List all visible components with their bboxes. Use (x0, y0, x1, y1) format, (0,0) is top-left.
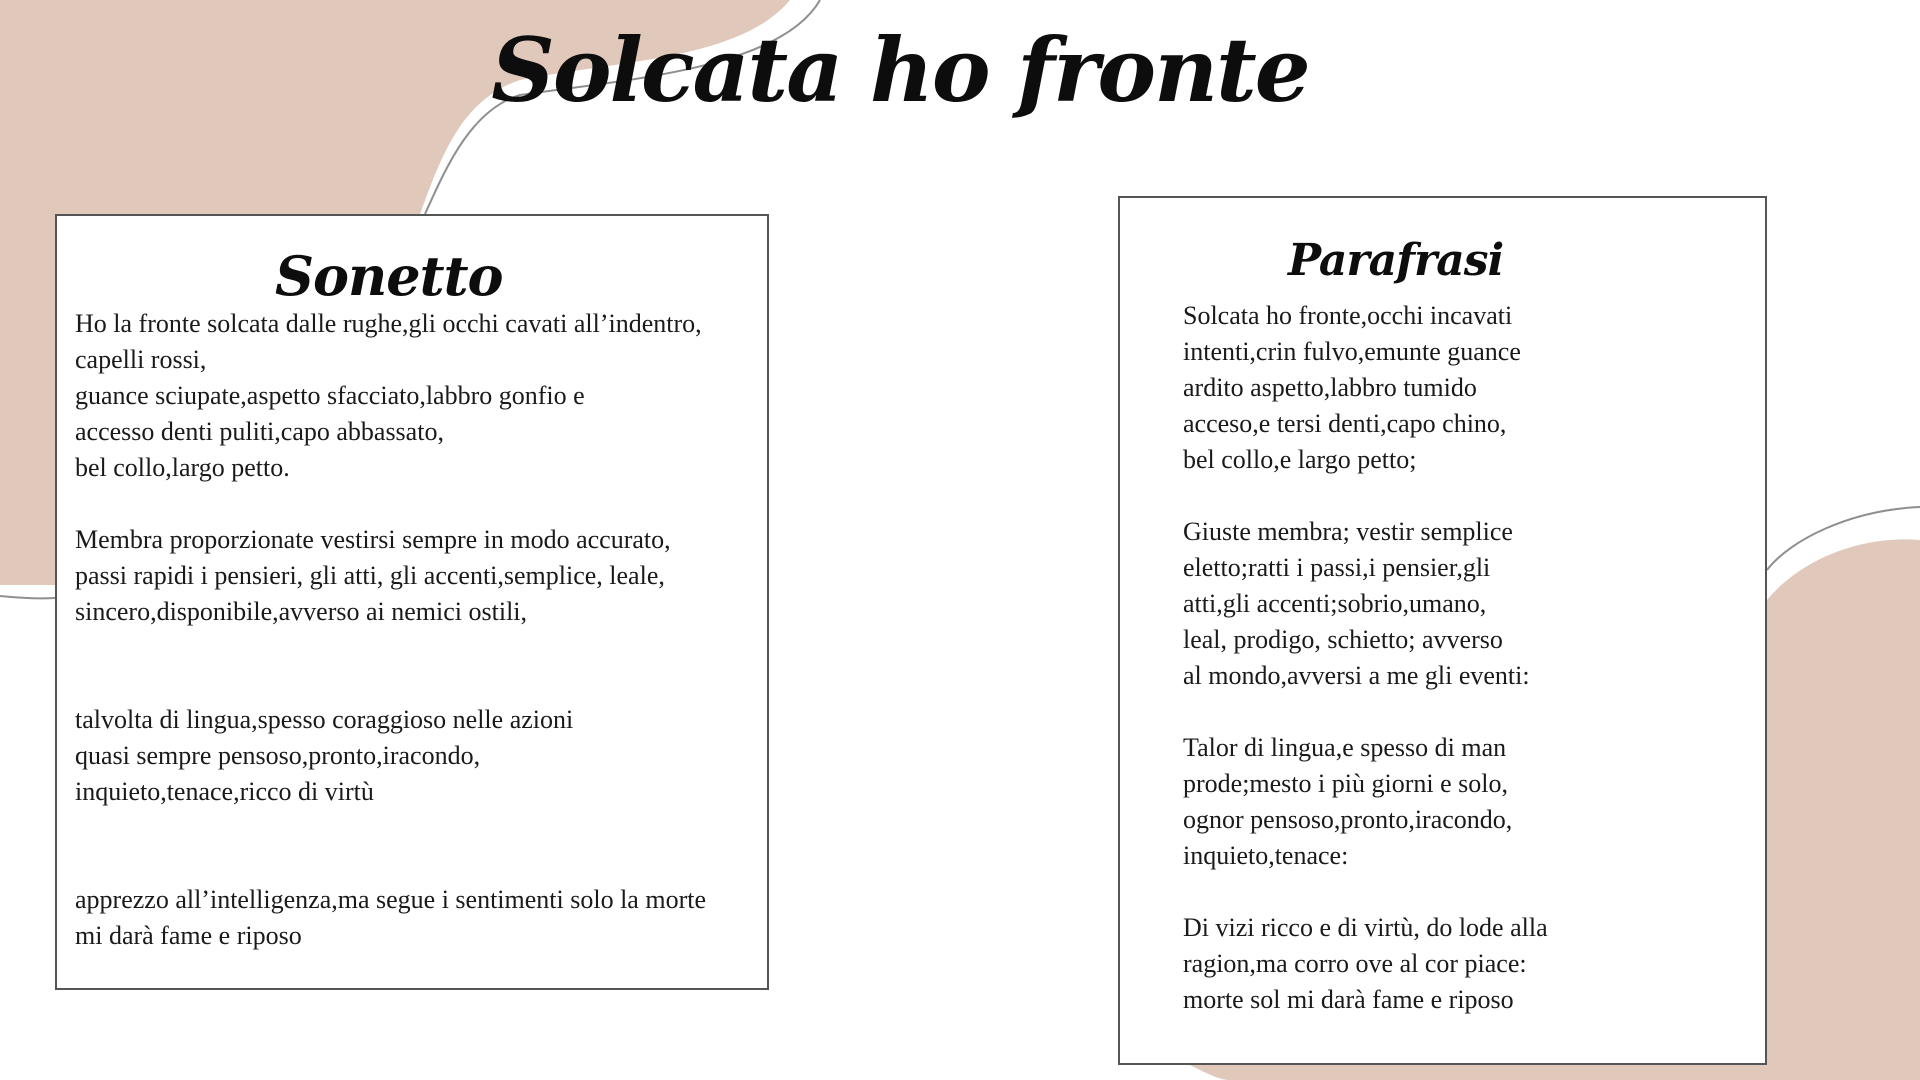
parafrasi-line: Talor di lingua,e spesso di man (1183, 733, 1507, 762)
parafrasi-heading: Parafrasi (1288, 235, 1504, 286)
sonetto-line: Ho la fronte solcata dalle rughe,gli occhi cavati all’indentro, (75, 309, 702, 338)
parafrasi-line: intenti,crin fulvo,emunte guance (1183, 337, 1521, 366)
parafrasi-line: ardito aspetto,labbro tumido (1183, 373, 1477, 402)
parafrasi-panel (1118, 196, 1767, 1065)
parafrasi-stanza-2 (1183, 514, 1765, 694)
parafrasi-line: al mondo,avversi a me gli eventi: (1183, 661, 1530, 690)
sonetto-panel (55, 214, 769, 990)
parafrasi-stanza-1 (1183, 298, 1765, 478)
left-edge-outline (0, 596, 55, 598)
parafrasi-line: morte sol mi darà fame e riposo (1183, 985, 1514, 1014)
sonetto-line: sincero,disponibile,avverso ai nemici ostili, (75, 597, 528, 626)
sonetto-stanza-1 (75, 306, 767, 486)
parafrasi-line: Di vizi ricco e di virtù, do lode alla (1183, 913, 1548, 942)
parafrasi-line: ragion,ma corro ove al cor piace: (1183, 949, 1527, 978)
sonetto-line: passi rapidi i pensieri, gli atti, gli accenti,semplice, leale, (75, 561, 665, 590)
parafrasi-line: ognor pensoso,pronto,iracondo, (1183, 805, 1513, 834)
sonetto-stanza-4 (75, 882, 767, 954)
sonetto-stanza-3 (75, 702, 767, 810)
parafrasi-stanza-4 (1183, 910, 1765, 1018)
sonetto-line: mi darà fame e riposo (75, 921, 302, 950)
parafrasi-line: Giuste membra; vestir semplice (1183, 517, 1513, 546)
sonetto-stanza-2 (75, 522, 767, 630)
parafrasi-line: acceso,e tersi denti,capo chino, (1183, 409, 1507, 438)
page-title: Solcata ho fronte (491, 18, 1309, 122)
sonetto-line: capelli rossi, (75, 345, 207, 374)
sonetto-line: bel collo,largo petto. (75, 453, 290, 482)
parafrasi-line: Solcata ho fronte,occhi incavati (1183, 301, 1513, 330)
sonetto-line: accesso denti puliti,capo abbassato, (75, 417, 444, 446)
sonetto-line: Membra proporzionate vestirsi sempre in modo accurato, (75, 525, 671, 554)
parafrasi-stanza-3 (1183, 730, 1765, 874)
parafrasi-line: atti,gli accenti;sobrio,umano, (1183, 589, 1487, 618)
parafrasi-line: eletto;ratti i passi,i pensier,gli (1183, 553, 1491, 582)
sonetto-heading: Sonetto (275, 244, 503, 308)
sonetto-line: quasi sempre pensoso,pronto,iracondo, (75, 741, 481, 770)
sonetto-line: guance sciupate,aspetto sfacciato,labbro gonfio e (75, 381, 585, 410)
sonetto-line: talvolta di lingua,spesso coraggioso nelle azioni (75, 705, 574, 734)
parafrasi-line: bel collo,e largo petto; (1183, 445, 1417, 474)
sonetto-line: apprezzo all’intelligenza,ma segue i sentimenti solo la morte (75, 885, 706, 914)
parafrasi-line: leal, prodigo, schietto; avverso (1183, 625, 1503, 654)
parafrasi-line: prode;mesto i più giorni e solo, (1183, 769, 1508, 798)
parafrasi-line: inquieto,tenace: (1183, 841, 1349, 870)
sonetto-line: inquieto,tenace,ricco di virtù (75, 777, 374, 806)
